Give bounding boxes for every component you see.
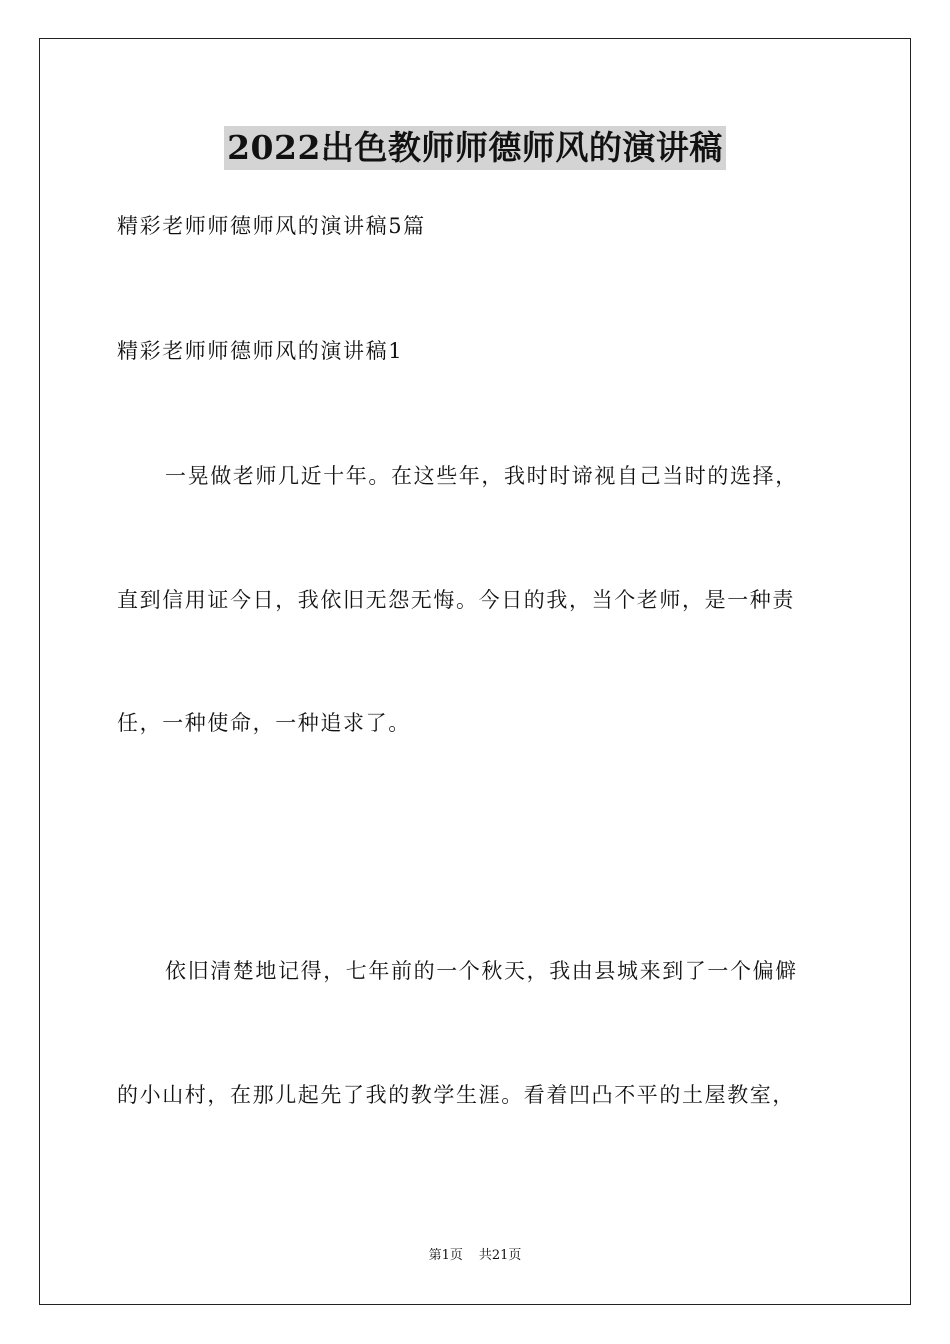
paragraph-line: 任，一种使命，一种追求了。 (117, 711, 411, 735)
document-title: 2022出色教师师德师风的演讲稿 (224, 126, 726, 170)
section-heading: 精彩老师师德师风的演讲稿1 (117, 339, 404, 363)
paragraph-line: 依旧清楚地记得，七年前的一个秋天，我由县城来到了一个偏僻 (165, 959, 798, 983)
paragraph-line: 的小山村，在那儿起先了我的教学生涯。看着凹凸不平的土屋教室， (117, 1083, 795, 1107)
subtitle-line: 精彩老师师德师风的演讲稿5篇 (117, 214, 426, 238)
page-footer (0, 1247, 950, 1265)
paragraph-line: 一晃做老师几近十年。在这些年，我时时谛视自己当时的选择， (165, 464, 798, 488)
paragraph-line: 直到信用证今日，我依旧无怨无悔。今日的我，当个老师，是一种责 (117, 588, 795, 612)
page-number: 第1页 (428, 1248, 463, 1263)
title-container (0, 126, 950, 170)
page-total: 共21页 (478, 1248, 522, 1263)
